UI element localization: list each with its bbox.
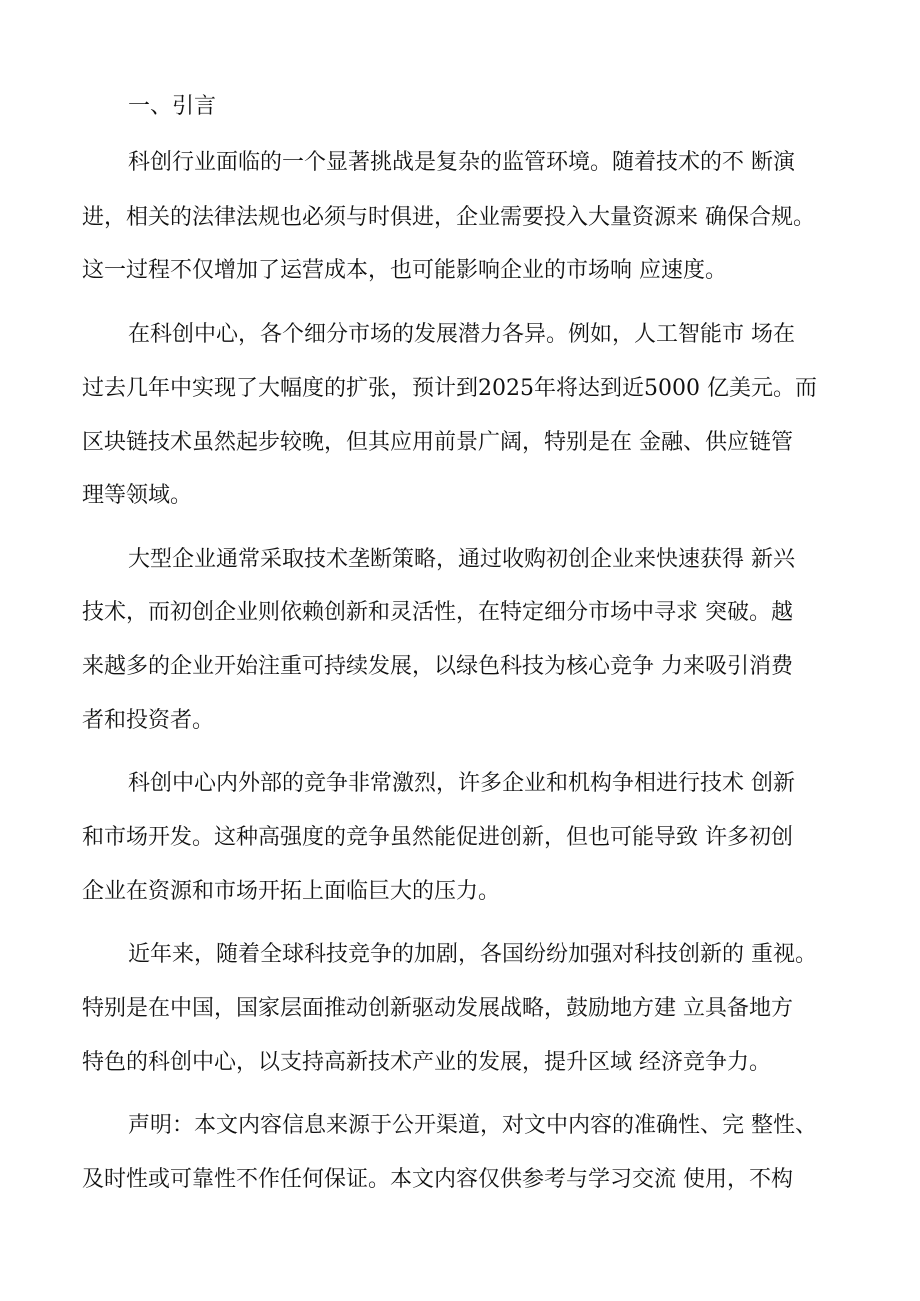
paragraph-3-line-4: 者和投资者。 [82, 708, 215, 733]
section-heading: 一、引言 [128, 94, 217, 119]
paragraph-1-line-3: 这一过程不仅增加了运营成本，也可能影响企业的市场响 应速度。 [82, 258, 727, 283]
paragraph-5-line-3: 特色的科创中心，以支持高新技术产业的发展，提升区域 经济竞争力。 [82, 1050, 771, 1075]
paragraph-4-line-3: 企业在资源和市场开拓上面临巨大的压力。 [82, 879, 501, 904]
paragraph-3-line-2: 技术，而初创企业则依赖创新和灵活性，在特定细分市场中寻求 突破。越 [82, 600, 793, 625]
disclaimer-line-2: 及时性或可靠性不作任何保证。本文内容仅供参考与学习交流 使用，不构 [82, 1167, 793, 1192]
disclaimer-line-1: 声明：本文内容信息来源于公开渠道，对文中内容的准确性、完 整性、 [128, 1113, 817, 1138]
paragraph-5-line-1: 近年来，随着全球科技竞争的加剧，各国纷纷加强对科技创新的 重视。 [128, 942, 817, 967]
paragraph-2-line-2: 过去几年中实现了大幅度的扩张，预计到2025年将达到近5000 亿美元。而 [82, 376, 817, 401]
paragraph-4-line-1: 科创中心内外部的竞争非常激烈，许多企业和机构争相进行技术 创新 [128, 771, 795, 796]
paragraph-5-line-2: 特别是在中国，国家层面推动创新驱动发展战略，鼓励地方建 立具备地方 [82, 996, 793, 1021]
paragraph-3-line-1: 大型企业通常采取技术垄断策略，通过收购初创企业来快速获得 新兴 [128, 547, 795, 572]
paragraph-1-line-2: 进，相关的法律法规也必须与时俱进，企业需要投入大量资源来 确保合规。 [82, 205, 815, 230]
paragraph-3-line-3: 来越多的企业开始注重可持续发展，以绿色科技为核心竞争 力来吸引消费 [82, 654, 793, 679]
paragraph-2-line-4: 理等领域。 [82, 483, 193, 508]
paragraph-2-line-3: 区块链技术虽然起步较晚，但其应用前景广阔，特别是在 金融、供应链管 [82, 430, 793, 455]
paragraph-4-line-2: 和市场开发。这种高强度的竞争虽然能促进创新，但也可能导致 许多初创 [82, 825, 793, 850]
paragraph-1-line-1: 科创行业面临的一个显著挑战是复杂的监管环境。随着技术的不 断演 [128, 150, 795, 175]
paragraph-2-line-1: 在科创中心，各个细分市场的发展潜力各异。例如，人工智能市 场在 [128, 322, 795, 347]
